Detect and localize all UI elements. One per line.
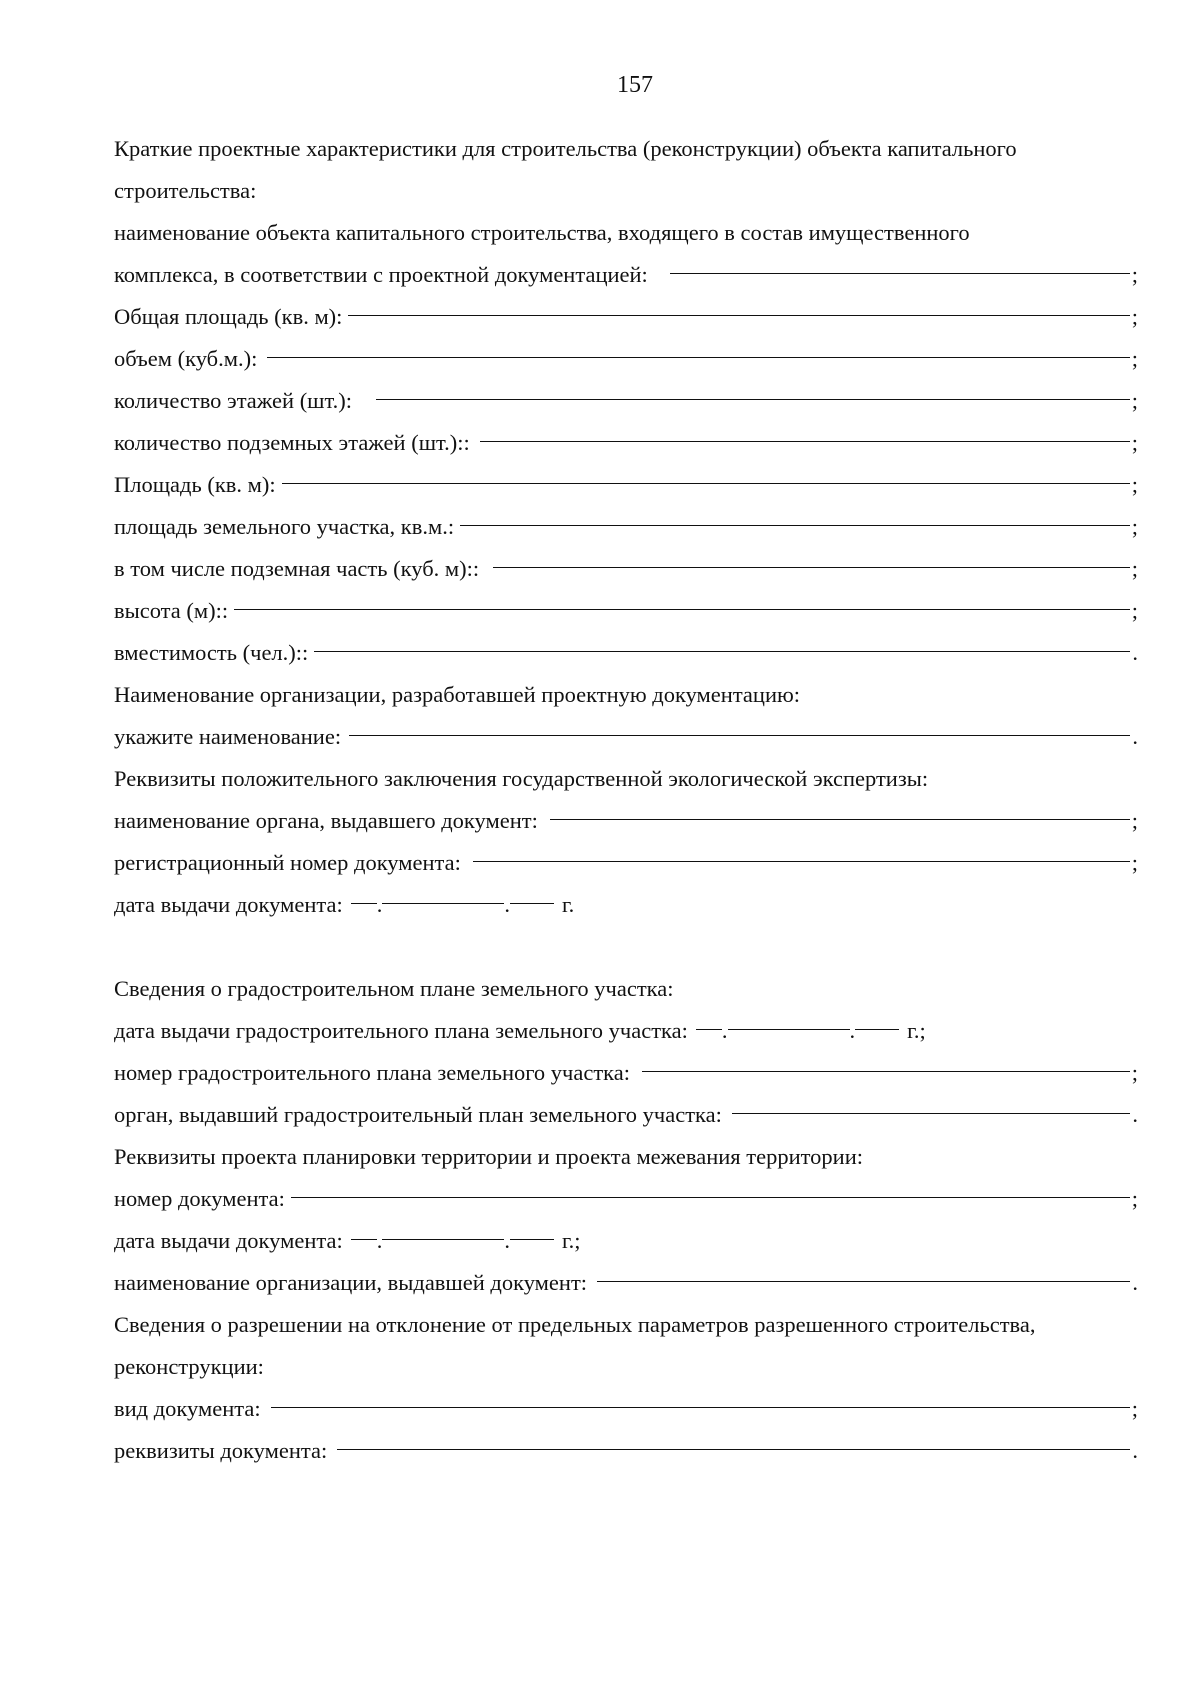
date-input <box>351 1220 554 1262</box>
line-end-punctuation: ; <box>1131 850 1138 875</box>
form-field-row <box>114 548 1138 590</box>
fill-in-line[interactable] <box>234 608 1130 610</box>
field-label: регистрационный номер документа: <box>114 850 461 875</box>
fill-in-line[interactable] <box>271 1406 1130 1408</box>
fill-in-line[interactable] <box>480 440 1130 442</box>
form-heading-line <box>114 1346 1138 1388</box>
field-label: количество подземных этажей (шт.):: <box>114 430 470 455</box>
year-blank[interactable] <box>510 1238 554 1240</box>
form-field-row <box>114 800 1138 842</box>
fill-in-line[interactable] <box>597 1280 1130 1282</box>
blank-line <box>114 926 1138 968</box>
fill-in-line[interactable] <box>314 650 1130 652</box>
form-heading-line <box>114 674 1138 716</box>
field-label: реквизиты документа: <box>114 1438 328 1463</box>
date-field-row <box>114 1010 1138 1052</box>
date-field-row <box>114 884 1138 926</box>
field-label: дата выдачи документа: <box>114 1228 343 1253</box>
form-field-row <box>114 380 1138 422</box>
form-text: реконструкции: <box>114 1354 264 1379</box>
form-text: Краткие проектные характеристики для строительства (реконструкции) объекта капитального <box>114 136 1017 161</box>
form-text: Сведения о разрешении на отклонение от предельных параметров разрешенного строительства, <box>114 1312 1036 1337</box>
field-label: дата выдачи документа: <box>114 892 343 917</box>
fill-in-line[interactable] <box>670 272 1130 274</box>
fill-in-line[interactable] <box>642 1070 1130 1072</box>
form-field-row <box>114 716 1138 758</box>
form-heading-line <box>114 758 1138 800</box>
year-suffix: г.; <box>907 1018 926 1043</box>
line-end-punctuation: ; <box>1131 598 1138 623</box>
form-text: Сведения о градостроительном плане земельного участка: <box>114 976 674 1001</box>
form-field-row <box>114 422 1138 464</box>
fill-in-line[interactable] <box>348 314 1129 316</box>
form-heading-line <box>114 1136 1138 1178</box>
date-separator: . <box>849 1018 856 1043</box>
form-text: строительства: <box>114 178 257 203</box>
line-end-punctuation: ; <box>1131 514 1138 539</box>
fill-in-line[interactable] <box>267 356 1129 358</box>
line-end-punctuation: ; <box>1131 304 1138 329</box>
month-blank[interactable] <box>382 902 504 904</box>
line-end-punctuation: . <box>1132 724 1138 749</box>
fill-in-line[interactable] <box>550 818 1130 820</box>
line-end-punctuation: . <box>1132 1438 1138 1463</box>
form-field-row <box>114 1094 1138 1136</box>
field-label: вид документа: <box>114 1396 261 1421</box>
field-label: Площадь (кв. м): <box>114 472 276 497</box>
day-blank[interactable] <box>351 902 377 904</box>
year-suffix: г. <box>561 892 575 917</box>
date-separator: . <box>504 892 510 917</box>
line-end-punctuation: ; <box>1131 1060 1138 1085</box>
field-label: Общая площадь (кв. м): <box>114 304 343 329</box>
line-end-punctuation: ; <box>1131 472 1138 497</box>
field-label: объем (куб.м.): <box>114 346 258 371</box>
line-end-punctuation: ; <box>1131 346 1138 371</box>
fill-in-line[interactable] <box>732 1112 1131 1114</box>
field-label: номер градостроительного плана земельного участка: <box>114 1060 630 1085</box>
field-label: вместимость (чел.):: <box>114 640 309 665</box>
page-number: 157 <box>617 72 653 98</box>
form-text: наименование объекта капитального строительства, входящего в состав имущественного <box>114 220 970 245</box>
form-heading-line <box>114 968 1138 1010</box>
field-label: высота (м):: <box>114 598 229 623</box>
field-label: количество этажей (шт.): <box>114 388 353 413</box>
field-label: площадь земельного участка, кв.м.: <box>114 514 455 539</box>
month-blank[interactable] <box>728 1028 850 1030</box>
day-blank[interactable] <box>351 1238 377 1240</box>
field-label: дата выдачи градостроительного плана земельного участка: <box>114 1018 688 1043</box>
form-field-row <box>114 1262 1138 1304</box>
line-end-punctuation: . <box>1132 1102 1138 1127</box>
day-blank[interactable] <box>696 1028 722 1030</box>
fill-in-line[interactable] <box>282 482 1130 484</box>
date-field-row <box>114 1220 1138 1262</box>
form-heading-line <box>114 212 1138 254</box>
line-end-punctuation: . <box>1132 640 1138 665</box>
fill-in-line[interactable] <box>349 734 1130 736</box>
date-separator: . <box>376 892 383 917</box>
field-label: номер документа: <box>114 1186 285 1211</box>
form-text: Реквизиты положительного заключения государственной экологической экспертизы: <box>114 766 929 791</box>
field-label: наименование органа, выдавшего документ: <box>114 808 538 833</box>
fill-in-line[interactable] <box>460 524 1130 526</box>
fill-in-line[interactable] <box>493 566 1130 568</box>
form-field-row <box>114 842 1138 884</box>
year-blank[interactable] <box>510 902 554 904</box>
fill-in-line[interactable] <box>473 860 1130 862</box>
form-body <box>114 128 1138 1472</box>
line-end-punctuation: ; <box>1131 1186 1138 1211</box>
fill-in-line[interactable] <box>337 1448 1130 1450</box>
field-label: в том числе подземная часть (куб. м):: <box>114 556 480 581</box>
line-end-punctuation: ; <box>1131 262 1138 287</box>
form-heading-line <box>114 128 1138 170</box>
field-label: наименование организации, выдавшей документ: <box>114 1270 588 1295</box>
field-label: орган, выдавший градостроительный план земельного участка: <box>114 1102 722 1127</box>
form-text: Реквизиты проекта планировки территории и проекта межевания территории: <box>114 1144 864 1169</box>
year-blank[interactable] <box>855 1028 899 1030</box>
form-field-row <box>114 338 1138 380</box>
field-label: комплекса, в соответствии с проектной документацией: <box>114 262 648 287</box>
line-end-punctuation: ; <box>1131 808 1138 833</box>
date-separator: . <box>376 1228 383 1253</box>
form-field-row <box>114 1178 1138 1220</box>
line-end-punctuation: . <box>1132 1270 1138 1295</box>
fill-in-line[interactable] <box>291 1196 1130 1198</box>
date-separator: . <box>721 1018 728 1043</box>
fill-in-line[interactable] <box>376 398 1130 400</box>
form-text: Наименование организации, разработавшей проектную документацию: <box>114 682 801 707</box>
form-field-row <box>114 1430 1138 1472</box>
form-field-row <box>114 632 1138 674</box>
line-end-punctuation: ; <box>1131 556 1138 581</box>
line-end-punctuation: ; <box>1131 388 1138 413</box>
form-field-row <box>114 1052 1138 1094</box>
year-suffix: г.; <box>561 1228 581 1253</box>
form-heading-line <box>114 170 1138 212</box>
month-blank[interactable] <box>382 1238 504 1240</box>
form-field-row <box>114 1388 1138 1430</box>
form-field-row <box>114 296 1138 338</box>
date-separator: . <box>504 1228 510 1253</box>
form-heading-line <box>114 1304 1138 1346</box>
date-input <box>696 1010 899 1052</box>
line-end-punctuation: ; <box>1131 430 1138 455</box>
form-field-row <box>114 254 1138 296</box>
field-label: укажите наименование: <box>114 724 342 749</box>
form-field-row <box>114 506 1138 548</box>
line-end-punctuation: ; <box>1131 1396 1138 1421</box>
form-field-row <box>114 464 1138 506</box>
form-field-row <box>114 590 1138 632</box>
date-input <box>351 884 554 926</box>
